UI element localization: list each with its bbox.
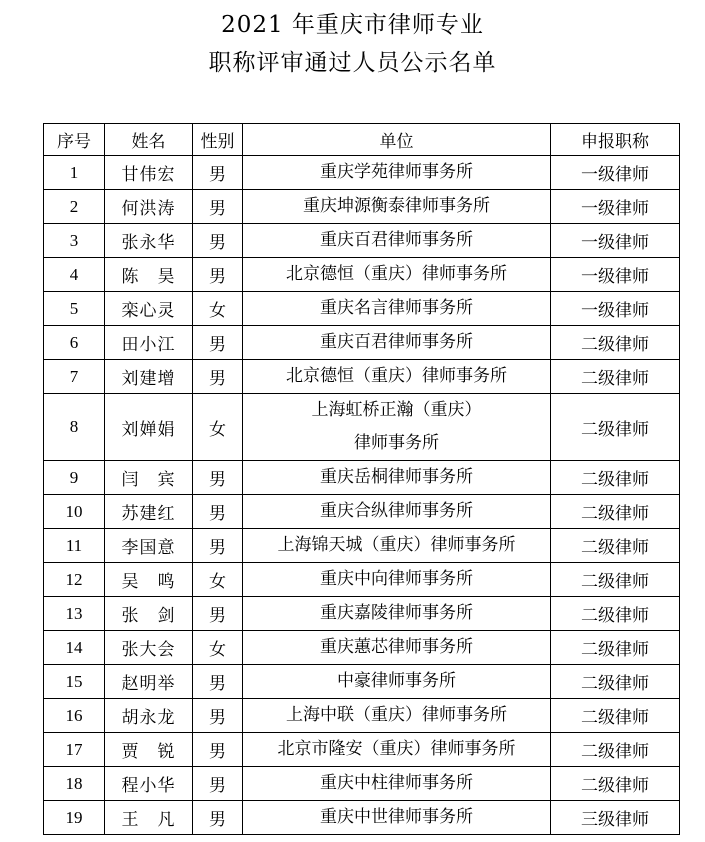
unit-line: 重庆中向律师事务所 <box>320 569 473 589</box>
row-unit <box>243 801 551 835</box>
table-row <box>44 597 680 631</box>
row-unit <box>243 258 551 292</box>
row-title: 二级律师 <box>551 563 680 597</box>
row-index: 12 <box>44 563 105 597</box>
unit-line: 上海锦天城（重庆）律师事务所 <box>277 535 516 555</box>
row-name: 贾 锐 <box>105 733 193 767</box>
row-name: 程小华 <box>105 767 193 801</box>
row-index: 14 <box>44 631 105 665</box>
row-unit <box>243 529 551 563</box>
row-gender: 女 <box>193 394 243 461</box>
row-name: 陈 昊 <box>105 258 193 292</box>
row-unit <box>243 733 551 767</box>
table-row <box>44 326 680 360</box>
row-title: 一级律师 <box>551 292 680 326</box>
row-index: 3 <box>44 224 105 258</box>
row-title: 一级律师 <box>551 190 680 224</box>
row-unit <box>243 190 551 224</box>
unit-line: 重庆名言律师事务所 <box>320 298 473 318</box>
row-name: 苏建红 <box>105 495 193 529</box>
unit-line: 重庆岳桐律师事务所 <box>320 467 473 487</box>
title-line-1: 2021 年重庆市律师专业 <box>221 12 484 38</box>
table-row <box>44 156 680 190</box>
table-header-row <box>44 124 680 156</box>
row-title: 一级律师 <box>551 224 680 258</box>
header-index: 序号 <box>44 124 105 156</box>
header-gender: 性别 <box>193 124 243 156</box>
row-title: 二级律师 <box>551 733 680 767</box>
row-unit <box>243 326 551 360</box>
row-index: 11 <box>44 529 105 563</box>
row-index: 17 <box>44 733 105 767</box>
row-gender: 男 <box>193 258 243 292</box>
unit-line: 北京德恒（重庆）律师事务所 <box>286 264 507 284</box>
row-title: 三级律师 <box>551 801 680 835</box>
row-index: 13 <box>44 597 105 631</box>
table-row <box>44 767 680 801</box>
row-index: 19 <box>44 801 105 835</box>
row-name: 李国意 <box>105 529 193 563</box>
table-row <box>44 665 680 699</box>
row-gender: 女 <box>193 631 243 665</box>
row-title: 二级律师 <box>551 360 680 394</box>
row-name: 栾心灵 <box>105 292 193 326</box>
row-index: 5 <box>44 292 105 326</box>
row-name: 王 凡 <box>105 801 193 835</box>
row-gender: 男 <box>193 699 243 733</box>
row-index: 4 <box>44 258 105 292</box>
header-name: 姓名 <box>105 124 193 156</box>
row-unit <box>243 360 551 394</box>
row-gender: 男 <box>193 156 243 190</box>
row-index: 6 <box>44 326 105 360</box>
row-name: 张永华 <box>105 224 193 258</box>
unit-line: 上海中联（重庆）律师事务所 <box>286 705 507 725</box>
table-row <box>44 190 680 224</box>
row-index: 9 <box>44 461 105 495</box>
title-line-2: 职称评审通过人员公示名单 <box>208 50 497 76</box>
row-gender: 男 <box>193 801 243 835</box>
table-row <box>44 224 680 258</box>
table-row <box>44 258 680 292</box>
row-name: 甘伟宏 <box>105 156 193 190</box>
row-gender: 男 <box>193 495 243 529</box>
row-title: 二级律师 <box>551 631 680 665</box>
document-title <box>0 6 705 82</box>
table-row <box>44 292 680 326</box>
unit-line: 北京市隆安（重庆）律师事务所 <box>277 739 516 759</box>
table-row <box>44 394 680 461</box>
row-unit <box>243 699 551 733</box>
header-unit: 单位 <box>243 124 551 156</box>
table-row <box>44 699 680 733</box>
header-title: 申报职称 <box>551 124 680 156</box>
row-unit <box>243 563 551 597</box>
table-body <box>44 156 680 835</box>
row-index: 1 <box>44 156 105 190</box>
row-name: 胡永龙 <box>105 699 193 733</box>
row-gender: 男 <box>193 665 243 699</box>
row-index: 2 <box>44 190 105 224</box>
row-gender: 男 <box>193 360 243 394</box>
row-index: 15 <box>44 665 105 699</box>
table-row <box>44 461 680 495</box>
row-title: 一级律师 <box>551 258 680 292</box>
row-gender: 女 <box>193 292 243 326</box>
table-row <box>44 360 680 394</box>
row-name: 刘建增 <box>105 360 193 394</box>
unit-line: 重庆百君律师事务所 <box>320 230 473 250</box>
table-row <box>44 563 680 597</box>
unit-line: 重庆学苑律师事务所 <box>320 162 473 182</box>
row-unit <box>243 224 551 258</box>
unit-line: 中豪律师事务所 <box>337 671 456 691</box>
row-name: 刘婵娟 <box>105 394 193 461</box>
row-title: 一级律师 <box>551 156 680 190</box>
row-title: 二级律师 <box>551 597 680 631</box>
row-unit <box>243 631 551 665</box>
row-gender: 男 <box>193 733 243 767</box>
row-gender: 男 <box>193 190 243 224</box>
table-row <box>44 631 680 665</box>
row-name: 赵明举 <box>105 665 193 699</box>
row-unit <box>243 495 551 529</box>
row-index: 8 <box>44 394 105 461</box>
unit-line: 上海虹桥正瀚（重庆） <box>311 400 482 420</box>
row-gender: 男 <box>193 326 243 360</box>
row-title: 二级律师 <box>551 495 680 529</box>
table-row <box>44 495 680 529</box>
table-row <box>44 801 680 835</box>
row-name: 吴 鸣 <box>105 563 193 597</box>
row-unit <box>243 665 551 699</box>
row-index: 7 <box>44 360 105 394</box>
row-title: 二级律师 <box>551 394 680 461</box>
row-gender: 女 <box>193 563 243 597</box>
row-gender: 男 <box>193 461 243 495</box>
row-name: 何洪涛 <box>105 190 193 224</box>
row-name: 田小江 <box>105 326 193 360</box>
row-unit <box>243 292 551 326</box>
unit-line: 重庆蕙芯律师事务所 <box>320 637 473 657</box>
row-unit <box>243 597 551 631</box>
row-title: 二级律师 <box>551 767 680 801</box>
row-title: 二级律师 <box>551 461 680 495</box>
row-name: 张 剑 <box>105 597 193 631</box>
row-title: 二级律师 <box>551 529 680 563</box>
unit-line: 重庆嘉陵律师事务所 <box>320 603 473 623</box>
unit-line: 律师事务所 <box>354 433 439 453</box>
row-unit <box>243 767 551 801</box>
row-title: 二级律师 <box>551 699 680 733</box>
row-unit <box>243 156 551 190</box>
row-gender: 男 <box>193 767 243 801</box>
row-index: 10 <box>44 495 105 529</box>
unit-line: 重庆百君律师事务所 <box>320 332 473 352</box>
row-gender: 男 <box>193 597 243 631</box>
row-unit <box>243 461 551 495</box>
row-unit <box>243 394 551 461</box>
row-name: 张大会 <box>105 631 193 665</box>
table-row <box>44 529 680 563</box>
unit-line: 重庆中世律师事务所 <box>320 807 473 827</box>
row-gender: 男 <box>193 224 243 258</box>
unit-line: 重庆坤源衡泰律师事务所 <box>303 196 490 216</box>
unit-line: 重庆中柱律师事务所 <box>320 773 473 793</box>
row-gender: 男 <box>193 529 243 563</box>
row-title: 二级律师 <box>551 665 680 699</box>
row-index: 16 <box>44 699 105 733</box>
row-index: 18 <box>44 767 105 801</box>
row-title: 二级律师 <box>551 326 680 360</box>
table-row <box>44 733 680 767</box>
row-name: 闫 宾 <box>105 461 193 495</box>
roster-table <box>43 123 680 835</box>
unit-line: 重庆合纵律师事务所 <box>320 501 473 521</box>
unit-line: 北京德恒（重庆）律师事务所 <box>286 366 507 386</box>
